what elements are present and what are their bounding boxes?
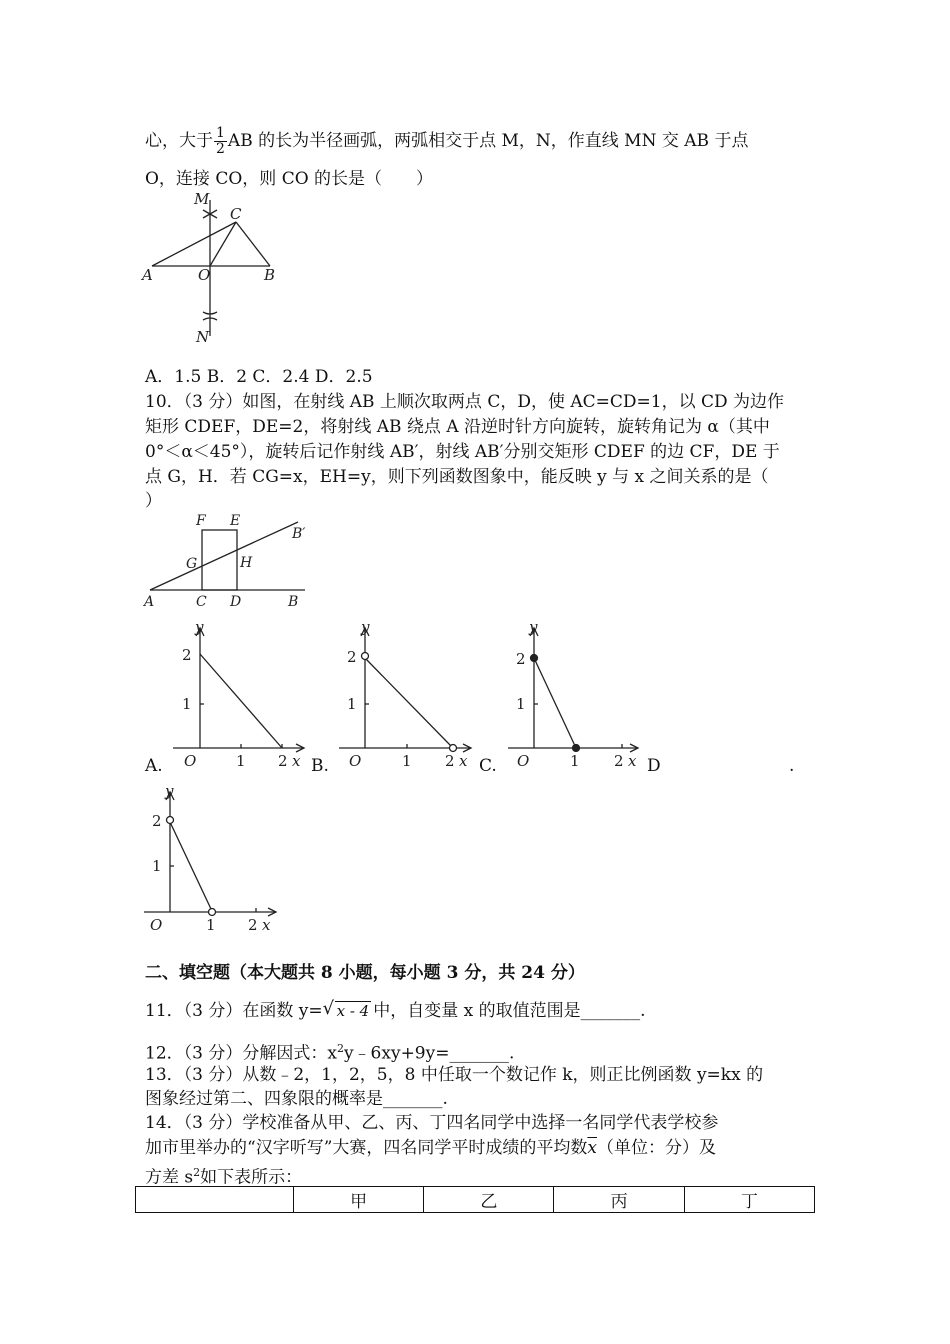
- svg-text:2: 2: [248, 916, 258, 934]
- svg-text:2: 2: [347, 648, 357, 666]
- rectangle-cdef: [202, 530, 237, 590]
- q14-line3: [145, 1162, 302, 1189]
- q9-options: A．1.5 B．2 C．2.4 D．2.5: [145, 367, 373, 387]
- table-header-cell: 甲: [293, 1187, 423, 1213]
- q14-line3-sup: 2: [193, 1166, 201, 1179]
- svg-text:1: 1: [206, 916, 216, 934]
- option-d-label: D: [647, 756, 661, 776]
- q12-sup: 2: [336, 1042, 344, 1055]
- label-g: G: [186, 556, 198, 572]
- label-d: D: [230, 594, 242, 610]
- q14-line2-post: （单位：分）及: [596, 1138, 716, 1158]
- graph-c: [502, 618, 647, 773]
- radicand: x - 4: [336, 1002, 370, 1020]
- open-point: [209, 909, 216, 916]
- q11-post: 中，自变量 x 的取值范围是_______.: [373, 1001, 646, 1021]
- q9-line2: O，连接 CO，则 CO 的长是（ ）: [145, 169, 434, 189]
- svg-text:x: x: [459, 752, 468, 770]
- svg-text:2: 2: [445, 752, 455, 770]
- svg-text:O: O: [517, 752, 530, 770]
- q11: [145, 1000, 646, 1022]
- tick-label: 2: [278, 752, 288, 770]
- graph-a: [168, 618, 313, 773]
- table-header-cell: 丙: [554, 1187, 684, 1213]
- y-label: y: [195, 618, 204, 636]
- q12: [145, 1038, 514, 1065]
- label-o: O: [198, 266, 211, 284]
- svg-text:2: 2: [614, 752, 624, 770]
- fraction-half: [214, 126, 227, 157]
- q9-line1-pre: 心，大于: [145, 131, 213, 151]
- label-b: B: [264, 266, 276, 284]
- svg-text:y: y: [361, 618, 370, 636]
- open-point: [167, 817, 174, 824]
- label-m: M: [194, 190, 210, 208]
- label-a: A: [144, 594, 155, 610]
- q14-line2: [145, 1137, 716, 1159]
- option-b-label: B.: [311, 756, 329, 776]
- ray-ab-prime: [150, 522, 298, 590]
- svg-text:x: x: [262, 916, 271, 934]
- tick-label: 2: [182, 646, 192, 664]
- label-b-prime: B′: [292, 526, 306, 542]
- svg-text:1: 1: [152, 857, 162, 875]
- svg-text:2: 2: [152, 812, 162, 830]
- label-e: E: [230, 513, 241, 529]
- origin-label: O: [184, 752, 197, 770]
- q10-line2: 矩形 CDEF，DE=2，将射线 AB 绕点 A 沿逆时针方向旋转，旋转角记为 α（其中: [145, 417, 770, 437]
- open-point: [450, 745, 457, 752]
- q12-pre: 12．（3 分）分解因式：x: [145, 1043, 337, 1064]
- svg-text:O: O: [349, 752, 362, 770]
- label-c: C: [230, 205, 242, 223]
- q13-line2: 图象经过第二、四象限的概率是_______.: [145, 1089, 448, 1109]
- q10-figure: [140, 510, 320, 610]
- label-a: A: [142, 266, 153, 284]
- label-b: B: [288, 594, 299, 610]
- table-header-cell: [136, 1187, 294, 1213]
- option-c-label: C.: [479, 756, 497, 776]
- label-h: H: [240, 555, 253, 571]
- svg-text:1: 1: [570, 752, 580, 770]
- graph-line: [365, 658, 451, 746]
- score-table: [135, 1186, 815, 1213]
- segment-cb: [236, 222, 270, 266]
- graph-b: [335, 618, 480, 773]
- frac-numerator: 1: [216, 125, 225, 141]
- q12-post: y﹣6xy+9y=_______.: [343, 1043, 515, 1064]
- x-label: x: [292, 752, 301, 770]
- graph-line: [200, 654, 282, 748]
- q9-line1-post: AB 的长为半径画弧，两弧相交于点 M，N，作直线 MN 交 AB 于点: [227, 131, 749, 151]
- open-point: [362, 653, 369, 660]
- table-header-row: [136, 1187, 815, 1213]
- tick-label: 1: [182, 695, 192, 713]
- frac-denominator: 2: [216, 141, 225, 157]
- q14-line3-pre: 方差 s: [145, 1167, 194, 1188]
- svg-text:O: O: [150, 916, 163, 934]
- table-header-cell: 丁: [684, 1187, 814, 1213]
- label-c: C: [196, 594, 207, 610]
- closed-point: [573, 745, 580, 752]
- closed-point: [531, 655, 538, 662]
- radical-sign: √: [322, 998, 335, 1019]
- svg-text:y: y: [165, 782, 174, 800]
- svg-text:x: x: [628, 752, 637, 770]
- q14-line2-pre: 加市里举办的“汉字听写”大赛，四名同学平时成绩的平均数: [145, 1138, 588, 1158]
- q10-line3: 0°＜α＜45°），旋转后记作射线 AB′，射线 AB′分别交矩形 CDEF 的边 CF，DE 于: [145, 442, 780, 462]
- table-header-cell: 乙: [424, 1187, 554, 1213]
- section-heading: 二、填空题（本大题共 8 小题，每小题 3 分，共 24 分）: [145, 963, 585, 983]
- q13-line1: 13．（3 分）从数﹣2，1，2，5，8 中任取一个数记作 k，则正比例函数 y=kx 的: [145, 1065, 764, 1085]
- label-n: N: [196, 328, 210, 346]
- label-f: F: [196, 513, 206, 529]
- svg-text:1: 1: [516, 695, 526, 713]
- q10-line1: 10．（3 分）如图，在射线 AB 上顺次取两点 C，D，使 AC=CD=1，以 CD 为边作: [145, 392, 785, 412]
- graph-line: [170, 822, 211, 909]
- q11-pre: 11．（3 分）在函数 y=: [145, 1001, 323, 1021]
- q14-line1: 14．（3 分）学校准备从甲、乙、丙、丁四名同学中选择一名同学代表学校参: [145, 1113, 719, 1133]
- sqrt-expression: [323, 1000, 372, 1022]
- svg-text:2: 2: [516, 650, 526, 668]
- svg-text:1: 1: [402, 752, 412, 770]
- xbar-symbol: $\overline{x}$: [587, 1138, 597, 1158]
- q9-figure: [140, 186, 290, 346]
- svg-text:y: y: [529, 618, 538, 636]
- q10-line4: 点 G，H．若 CG=x，EH=y，则下列函数图象中，能反映 y 与 x 之间关系的是（: [145, 467, 769, 487]
- tick-label: 1: [236, 752, 246, 770]
- svg-text:1: 1: [347, 695, 357, 713]
- q10-line5: ）: [145, 491, 162, 511]
- q14-line3-post: 如下表所示：: [200, 1167, 303, 1188]
- option-a-label: A.: [145, 756, 163, 776]
- graph-line: [534, 658, 576, 748]
- graph-d: [140, 782, 285, 937]
- q9-line1: [145, 126, 748, 157]
- trailing-dot: .: [789, 756, 795, 776]
